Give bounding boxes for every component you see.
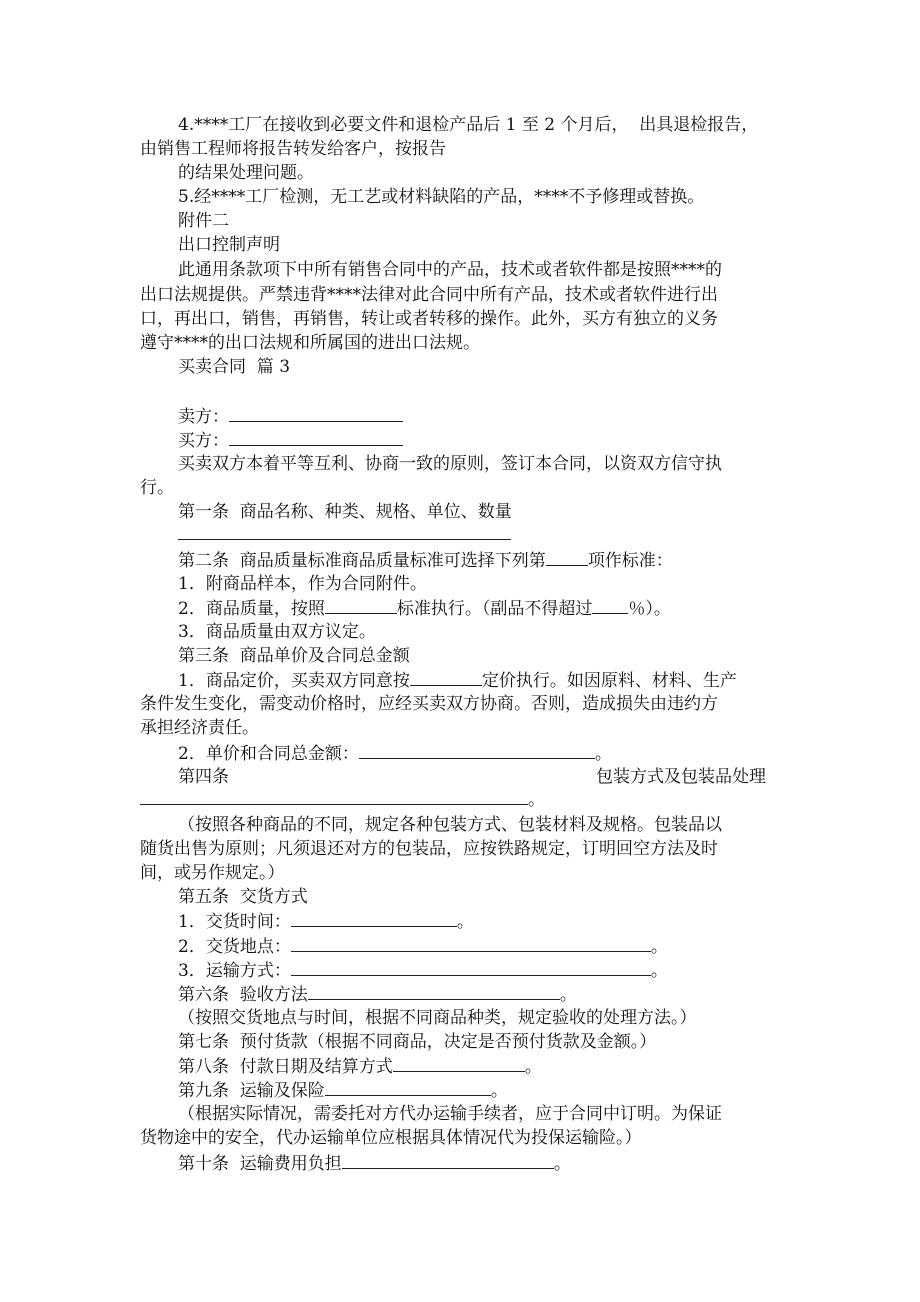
- blank-field: [291, 909, 457, 927]
- paragraph-line: [178, 1102, 722, 1126]
- article-4-label: [178, 765, 229, 789]
- list-item: [178, 596, 671, 621]
- text: 4.****工厂在接收到必要文件和退检产品后 1 至 2 个月后， 出具退检报告，: [178, 115, 759, 135]
- appendix-heading: [178, 209, 229, 233]
- article-1-blank-line: [178, 522, 511, 547]
- text: 买卖合同 篇 3: [178, 357, 291, 377]
- text: 第九条 运输及保险: [178, 1081, 325, 1101]
- blank-field: [291, 958, 651, 976]
- article-3: [178, 644, 410, 668]
- paragraph-line: [178, 161, 314, 185]
- text: 2．单价和合同总金额：: [178, 744, 359, 764]
- text: 出口法规提供。严禁违背****法律对此合同中所有产品，技术或者软件进行出: [140, 285, 718, 305]
- seller-line: [178, 404, 403, 429]
- text: 。: [490, 1081, 508, 1101]
- text: 行。: [140, 478, 174, 498]
- text: 货物途中的安全，代办运输单位应根据具体情况代为投保运输险。）: [140, 1128, 642, 1148]
- text: 条件发生变化，需变动价格时，应经买卖双方协商。否则，造成损失由违约方: [140, 694, 718, 714]
- buyer-blank: [229, 428, 403, 446]
- text: 随货出售为原则；凡须退还对方的包装品，应按铁路规定，订明回空方法及时: [140, 839, 718, 859]
- paragraph-line: [140, 716, 259, 740]
- text: 3．商品质量由双方议定。: [178, 622, 376, 642]
- text: 遵守****的出口法规和所属国的进出口法规。: [140, 333, 480, 353]
- paragraph-line: [178, 452, 722, 476]
- article-10: [178, 1151, 571, 1176]
- blank-field: [291, 934, 651, 952]
- text: （根据实际情况，需委托对方代办运输手续者，应于合同中订明。为保证: [178, 1104, 722, 1124]
- blank-field: [140, 787, 528, 805]
- paragraph-line: [178, 113, 782, 137]
- blank-field: [410, 668, 482, 686]
- text: 定价执行。如因原料、材料、生产: [481, 671, 737, 691]
- article-4-blank-line: [140, 787, 545, 812]
- paragraph-line: [178, 813, 722, 837]
- blank-field: [342, 1151, 554, 1169]
- article-7: [178, 1030, 656, 1054]
- paragraph-line: [140, 283, 718, 307]
- text: 此通用条款项下中所有销售合同中的产品，技术或者软件都是按照****的: [178, 260, 722, 280]
- text: 。: [650, 937, 668, 957]
- text: 标准执行。（副品不得超过: [396, 599, 593, 619]
- text: 口，再出口，销售，再销售，转让或者转移的操作。此外，买方有独立的义务: [140, 309, 718, 329]
- list-item: [178, 572, 427, 596]
- text: 第三条 商品单价及合同总金额: [178, 646, 410, 666]
- list-item: [178, 958, 668, 983]
- text: 5.经****工厂检测，无工艺或材料缺陷的产品，****不予修理或替换。: [178, 187, 705, 207]
- text: 买卖双方本着平等互利、协商一致的原则，签订本合同，以资双方信守执: [178, 454, 722, 474]
- article-8: [178, 1054, 542, 1079]
- article-4-title: [596, 765, 766, 789]
- paragraph-line: [140, 1126, 642, 1150]
- section-heading: [178, 233, 280, 257]
- text: 包装方式及包装品处理: [596, 767, 766, 787]
- text: 的结果处理问题。: [178, 163, 314, 183]
- text: 第五条 交货方式: [178, 887, 308, 907]
- blank-field: [592, 596, 628, 614]
- blank-field: [325, 596, 397, 614]
- paragraph-line: [178, 258, 722, 282]
- list-item: [178, 620, 376, 644]
- text: 。: [559, 985, 577, 1005]
- text: 2．商品质量，按照: [178, 599, 325, 619]
- text: 间，或另作规定。）: [140, 863, 285, 883]
- text: 第六条 验收方法: [178, 985, 308, 1005]
- blank-field: [393, 1054, 525, 1072]
- paragraph-line: [140, 861, 285, 885]
- text: 。: [528, 790, 545, 810]
- paragraph-line: [140, 837, 718, 861]
- text: （按照各种商品的不同，规定各种包装方式、包装材料及规格。包装品以: [178, 815, 722, 835]
- text: 。: [594, 744, 612, 764]
- blank-field: [325, 1078, 491, 1096]
- paragraph-line: [178, 1006, 697, 1030]
- text: （按照交货地点与时间，根据不同商品种类，规定验收的处理方法。）: [178, 1008, 697, 1028]
- text: 2．交货地点：: [178, 937, 291, 957]
- paragraph-line: [140, 307, 718, 331]
- article-9: [178, 1078, 508, 1103]
- text: 由销售工程师将报告转发给客户，按报告: [140, 139, 446, 159]
- buyer-line: [178, 428, 403, 453]
- text: 3．运输方式：: [178, 961, 291, 981]
- paragraph-line: [140, 476, 174, 500]
- text: 。: [553, 1154, 571, 1174]
- list-item: [178, 934, 668, 959]
- text: 第八条 付款日期及结算方式: [178, 1057, 393, 1077]
- text: 1．附商品样本，作为合同附件。: [178, 574, 427, 594]
- list-item: [178, 668, 737, 693]
- seller-blank: [229, 404, 403, 422]
- article-6: [178, 982, 577, 1007]
- text: 第四条: [178, 767, 229, 787]
- blank-field: [308, 982, 560, 1000]
- text: 1．商品定价，买卖双方同意按: [178, 671, 410, 691]
- text: 第七条 预付货款（根据不同商品，决定是否预付货款及金额。）: [178, 1032, 657, 1052]
- article-2: [178, 548, 673, 573]
- contract-title: [178, 355, 290, 379]
- text: 承担经济责任。: [140, 718, 259, 738]
- text: 1．交货时间：: [178, 912, 291, 932]
- text: 。: [456, 912, 474, 932]
- article-5: [178, 885, 308, 909]
- article-1: [178, 500, 512, 524]
- text: 项作标准：: [587, 551, 673, 571]
- text: 第二条 商品质量标准商品质量标准可选择下列第: [178, 551, 546, 571]
- text: 第一条 商品名称、种类、规格、单位、数量: [178, 502, 512, 522]
- blank-field: [546, 548, 588, 566]
- paragraph-line: [178, 185, 704, 209]
- text: 。: [524, 1057, 542, 1077]
- paragraph-line: [140, 137, 446, 161]
- text: 附件二: [178, 211, 229, 231]
- buyer-label: 买方：: [178, 431, 229, 451]
- text: 第十条 运输费用负担: [178, 1154, 342, 1174]
- list-item: [178, 741, 612, 766]
- paragraph-line: [140, 331, 480, 355]
- list-item: [178, 909, 474, 934]
- text: 。: [650, 961, 668, 981]
- text: 出口控制声明: [178, 235, 280, 255]
- paragraph-line: [140, 692, 718, 716]
- text: ％）。: [628, 599, 671, 619]
- blank-field: [359, 741, 595, 759]
- blank-field: [178, 522, 511, 540]
- seller-label: 卖方：: [178, 407, 229, 427]
